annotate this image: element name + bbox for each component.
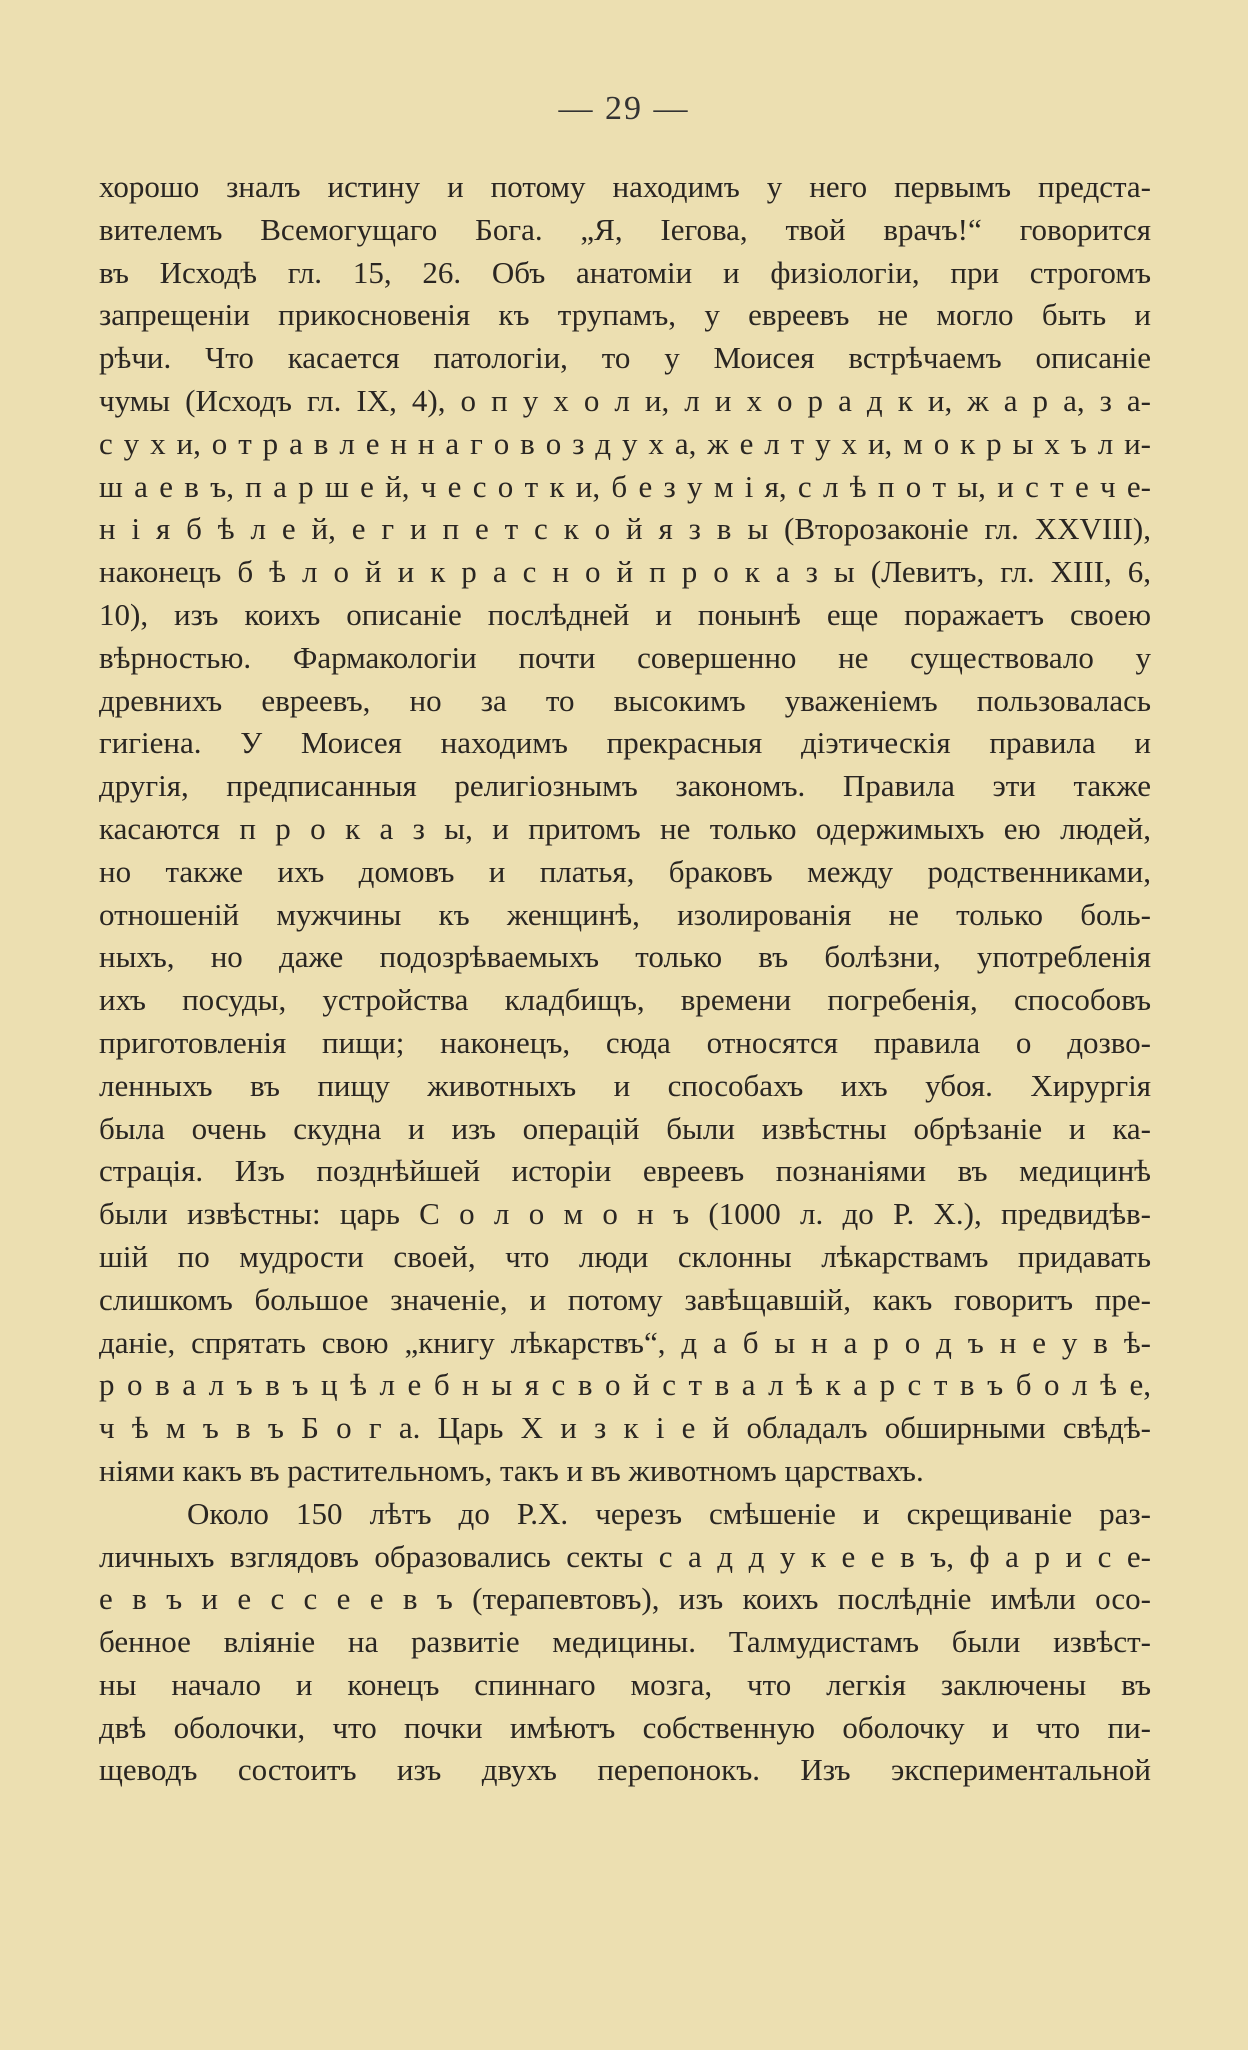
text-line: но также ихъ домовъ и платья, браковъ между родственниками, <box>99 853 1151 889</box>
text-line: данiе, спрятать свою „книгу лѣкарствъ“, д а б ы н а р о д ъ н е у в ѣ- <box>99 1324 1151 1360</box>
text-line: касаются п р о к а з ы, и притомъ не только одержимыхъ ею людей, <box>99 810 1151 846</box>
page-number: — 29 — <box>558 90 690 127</box>
body-text <box>99 166 1151 1792</box>
text-line: нiями какъ въ растительномъ, такъ и въ животномъ царствахъ. <box>99 1452 924 1488</box>
text-line: приготовленiя пищи; наконецъ, сюда относятся правила о дозво- <box>99 1024 1151 1060</box>
text-line: рѣчи. Что касается патологiи, то у Моисея встрѣчаемъ описанiе <box>99 340 1151 376</box>
text-line: хорошо зналъ истину и потому находимъ у него первымъ предста- <box>99 169 1151 204</box>
text-line: бенное влiянiе на развитiе медицины. Талмудистамъ были извѣст- <box>99 1624 1151 1660</box>
text-line: наконецъ б ѣ л о й и к р а с н о й п р о к а з ы (Левитъ, гл. XIII, 6, <box>99 554 1151 590</box>
text-line: ны начало и конецъ спиннаго мозга, что легкiя заключены въ <box>99 1666 1151 1702</box>
text-line: вѣрностью. Фармакологiи почти совершенно не существовало у <box>99 639 1151 675</box>
text-line: ч ѣ м ъ в ъ Б о г а. Царь Х и з к i е й обладалъ обширными свѣдѣ- <box>99 1410 1151 1446</box>
text-line: двѣ оболочки, что почки имѣютъ собственную оболочку и что пи- <box>99 1709 1151 1745</box>
text-line: н i я б ѣ л е й, е г и п е т с к о й я з в ы (Второзаконiе гл. XXVIII), <box>99 511 1151 547</box>
text-line: щеводъ состоитъ изъ двухъ перепонокъ. Изъ экспериментальной <box>99 1752 1151 1788</box>
text-line: ленныхъ въ пищу животныхъ и способахъ ихъ убоя. Хирургiя <box>99 1067 1151 1103</box>
text-line: запрещенiи прикосновенiя къ трупамъ, у евреевъ не могло быть и <box>99 297 1151 333</box>
text-line: ш а е в ъ, п а р ш е й, ч е с о т к и, б е з у м i я, с л ѣ п о т ы, и с т е ч е- <box>99 468 1151 504</box>
text-line: другiя, предписанныя религiознымъ закономъ. Правила эти также <box>99 768 1151 804</box>
text-line: были извѣстны: царь С о л о м о н ъ (1000 л. до Р. Х.), предвидѣв- <box>99 1196 1151 1232</box>
text-line: отношенiй мужчины къ женщинѣ, изолированiя не только боль- <box>99 896 1151 932</box>
text-line: р о в а л ъ в ъ ц ѣ л е б н ы я с в о й с т в а л ѣ к а р с т в ъ б о л ѣ е, <box>99 1367 1151 1403</box>
text-line: гигiена. У Моисея находимъ прекрасныя дiэтическiя правила и <box>99 725 1151 761</box>
text-line: страцiя. Изъ позднѣйшей исторiи евреевъ познанiями въ медицинѣ <box>99 1153 1151 1189</box>
text-line: вителемъ Всемогущаго Бога. „Я, Iегова, твой врачъ!“ говорится <box>99 211 1151 247</box>
text-line: 10), изъ коихъ описанiе послѣдней и понынѣ еще поражаетъ своею <box>99 596 1151 632</box>
text-line: слишкомъ большое значенiе, и потому завѣщавшiй, какъ говоритъ пре- <box>99 1281 1151 1317</box>
text-line: с у х и, о т р а в л е н н а г о в о з д у х а, ж е л т у х и, м о к р ы х ъ л и- <box>99 425 1151 461</box>
text-line: древнихъ евреевъ, но за то высокимъ уваженiемъ пользовалась <box>99 682 1151 718</box>
text-line: шiй по мудрости своей, что люди склонны лѣкарствамъ придавать <box>99 1238 1151 1274</box>
text-line: личныхъ взглядовъ образовались секты с а д д у к е е в ъ, ф а р и с е- <box>99 1538 1151 1574</box>
text-line: чумы (Исходъ гл. IX, 4), о п у х о л и, л и х о р а д к и, ж а р а, з а- <box>99 382 1151 418</box>
text-line: была очень скудна и изъ операцiй были извѣстны обрѣзанiе и ка- <box>99 1110 1151 1146</box>
text-line: е в ъ и е с с е е в ъ (терапевтовъ), изъ коихъ послѣднiе имѣли осо- <box>99 1581 1151 1617</box>
paragraph-first-line: Около 150 лѣтъ до Р.Х. черезъ смѣшенiе и скрещиванiе раз- <box>187 1495 1151 1531</box>
text-line: ныхъ, но даже подозрѣваемыхъ только въ болѣзни, употребленiя <box>99 939 1151 975</box>
text-line: ихъ посуды, устройства кладбищъ, времени погребенiя, способовъ <box>99 982 1151 1018</box>
text-line: въ Исходѣ гл. 15, 26. Объ анатомiи и физiологiи, при строгомъ <box>99 254 1151 290</box>
